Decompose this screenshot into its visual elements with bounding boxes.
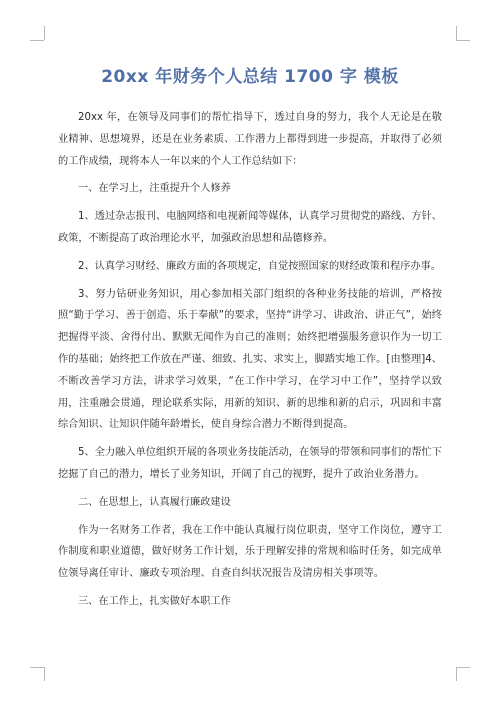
section-heading-study: 一、在学习上，注重提升个人修养 <box>78 183 231 195</box>
crop-mark <box>456 40 470 41</box>
body-paragraph: 5、全力融入单位组织开展的各项业务技能活动，在领导的带领和同事们的帮忙下挖掘了自己的潜力，增长了业务知识，开阔了自己的视野，提升了政治业务潜力。 <box>58 447 442 480</box>
document-body <box>58 107 442 619</box>
crop-mark <box>456 26 457 40</box>
crop-mark <box>44 667 45 681</box>
crop-mark <box>30 667 44 668</box>
crop-mark <box>456 667 457 681</box>
body-paragraph: 作为一名财务工作者，我在工作中能认真履行岗位职责，坚守工作岗位，遵守工作制度和职业道德，做好财务工作计划，乐于理解安排的常规和临时任务，如完成单位领导离任审计、廉政专项治理、自查自纠状况报告及清房相关事项等。 <box>58 524 442 580</box>
crop-mark <box>456 667 470 668</box>
section-heading-work: 三、在工作上，扎实做好本职工作 <box>78 595 231 607</box>
body-paragraph: 3、努力钻研业务知识，用心参加相关部门组织的各种业务技能的培训，严格按照“勤于学习、善于创造、乐于奉献”的要求，坚持“讲学习、讲政治、讲正气”，始终把握得平淡、舍得付出、默默无闻作为自己的准则；始终把增强服务意识作为一切工作的基础；始终把工作放在严谨、细致、扎实、求实上，脚踏实地工作。[由整理]4、不断改善学习方法，讲求学习效果，“在工作中学习，在学习中工作”，坚持学以致用，注重融会贯通，理论联系实际，用新的知识、新的思维和新的启示，巩固和丰富综合知识、让知识伴随年龄增长，使自身综合潜力不断得到提高。 <box>58 288 442 431</box>
crop-mark <box>44 26 45 40</box>
crop-mark <box>30 40 44 41</box>
intro-paragraph: 20xx 年，在领导及同事们的帮忙指导下，透过自身的努力，我个人无论是在敬业精神、思想境界，还是在业务素质、工作潜力上都得到进一步提高，并取得了必须的工作成绩，现将本人一年以来的个人工作总结如下： <box>58 112 442 167</box>
document-title: 20xx 年财务个人总结 1700 字 模板 <box>101 67 399 87</box>
body-paragraph: 1、透过杂志报刊、电脑网络和电视新闻等媒体，认真学习贯彻党的路线、方针、政策，不断提高了政治理论水平，加强政治思想和品德修养。 <box>58 211 442 244</box>
section-heading-ethics: 二、在思想上，认真履行廉政建设 <box>78 496 231 508</box>
body-paragraph: 2、认真学习财经、廉政方面的各项规定，自觉按照国家的财经政策和程序办事。 <box>78 260 442 272</box>
